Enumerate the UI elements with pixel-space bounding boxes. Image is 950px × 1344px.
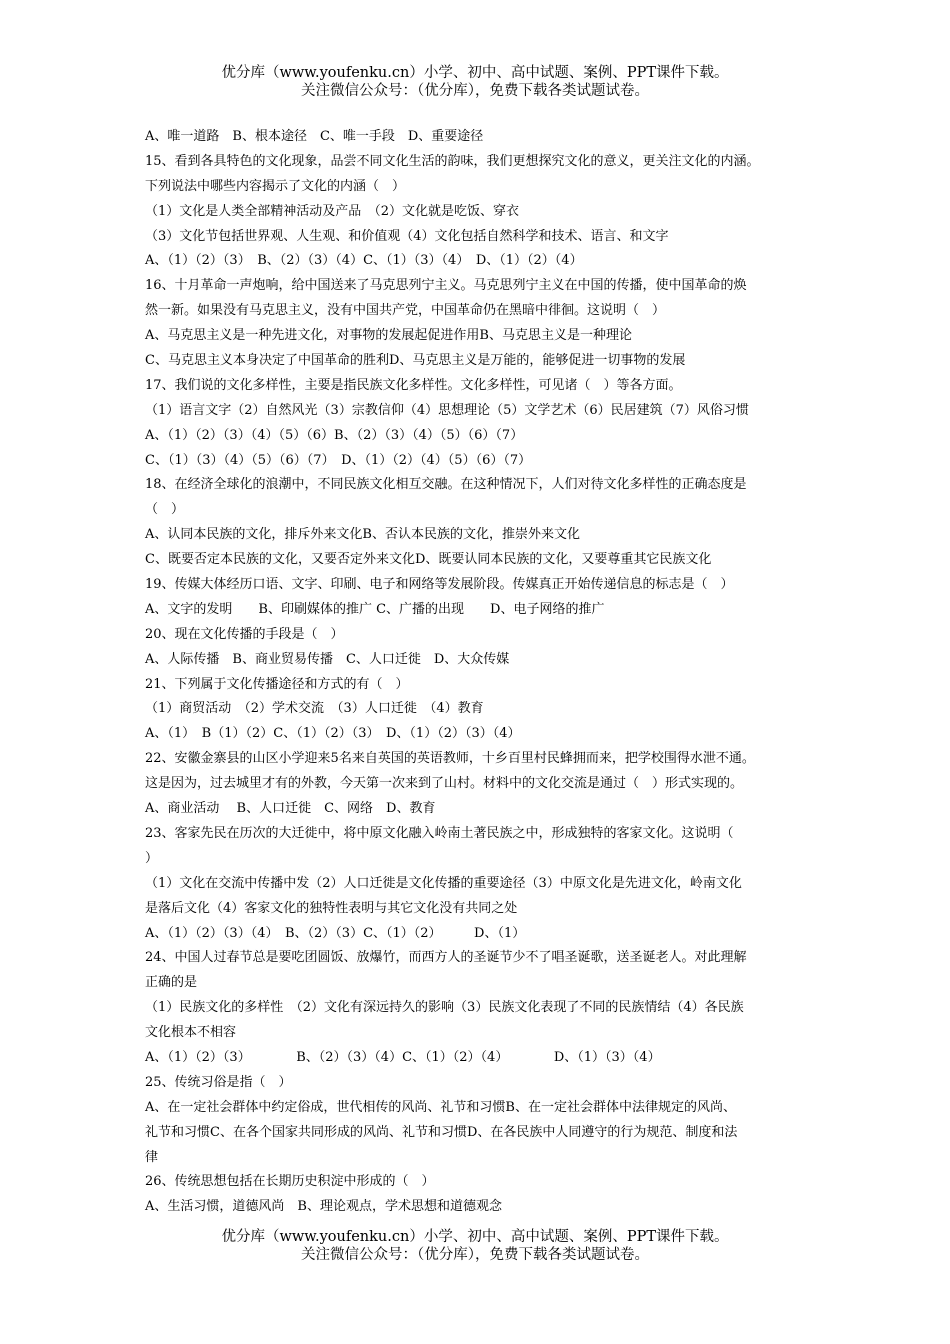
text-line: （ ） xyxy=(145,502,185,518)
header-line-2: 关注微信公众号：（优分库），免费下载各类试题试卷。 xyxy=(301,83,649,99)
text-line: 25、传统习俗是指（ ） xyxy=(145,1074,292,1090)
text-line: 20、现在文化传播的手段是（ ） xyxy=(145,626,344,642)
text-line: 24、中国人过春节总是要吃团圆饭、放爆竹，而西方人的圣诞节少不了唱圣诞歌，送圣诞老人。对此理解 xyxy=(145,950,747,966)
text-line: C、马克思主义本身决定了中国革命的胜利D、马克思主义是万能的，能够促进一切事物的发展 xyxy=(145,353,686,369)
text-line: C、既要否定本民族的文化，又要否定外来文化D、既要认同本民族的文化，又要尊重其它民族文化 xyxy=(145,552,712,568)
text-line: （1）商贸活动 （2）学术交流 （3）人口迁徙 （4）教育 xyxy=(145,701,484,717)
text-line: A、（1）（2）（3） B、（2）（3）（4）C、（1）（3）（4） D、（1）（2）（4） xyxy=(145,253,583,269)
text-line: 然一新。如果没有马克思主义，没有中国共产党，中国革命仍在黑暗中徘徊。这说明（ ） xyxy=(145,303,666,319)
text-line: 正确的是 xyxy=(145,975,198,991)
text-line: A、（1）（2）（3） B、（2）（3）（4）C、（1）（2）（4） D、（1）（3）（4） xyxy=(145,1049,661,1065)
text-line: 21、下列属于文化传播途径和方式的有（ ） xyxy=(145,676,409,692)
text-line: A、生活习惯，道德风尚 B、理论观点，学术思想和道德观念 xyxy=(145,1199,502,1215)
text-line: 是落后文化（4）客家文化的独特性表明与其它文化没有共同之处 xyxy=(145,900,518,916)
header-line-1: 优分库（www.youfenku.cn）小学、初中、高中试题、案例、PPT课件下载。 xyxy=(221,65,729,81)
text-line: A、唯一道路 B、根本途径 C、唯一手段 D、重要途径 xyxy=(145,129,484,144)
text-line: 律 xyxy=(145,1149,159,1165)
text-line: A、在一定社会群体中约定俗成，世代相传的风尚、礼节和习惯B、在一定社会群体中法律规定的风尚、 xyxy=(145,1099,736,1115)
page-header xyxy=(0,64,950,100)
text-line: （3）文化节包括世界观、人生观、和价值观（4）文化包括自然科学和技术、语言、和文字 xyxy=(145,228,669,244)
document-body xyxy=(145,125,810,1220)
text-line: 15、看到各具特色的文化现象，品尝不同文化生活的韵味，我们更想探究文化的意义，更关注文化的内涵。 xyxy=(145,153,760,169)
text-line: 23、客家先民在历次的大迁徙中，将中原文化融入岭南土著民族之中，形成独特的客家文化。这说明（ xyxy=(145,825,734,841)
text-line: A、文字的发明 B、印刷媒体的推广 C、广播的出现 D、电子网络的推广 xyxy=(145,601,605,617)
footer-line-2: 关注微信公众号：（优分库），免费下载各类试题试卷。 xyxy=(301,1247,649,1263)
text-line: 18、在经济全球化的浪潮中，不同民族文化相互交融。在这种情况下，人们对待文化多样性的正确态度是 xyxy=(145,477,747,493)
text-line: C、（1）（3）（4）（5）（6）（7） D、（1）（2）（4）（5）（6）（7） xyxy=(145,452,532,468)
text-line: ） xyxy=(145,850,159,866)
text-line: 礼节和习惯C、在各个国家共同形成的风尚、礼节和习惯D、在各民族中人同遵守的行为规范、制度和法 xyxy=(145,1124,738,1140)
text-line: 17、我们说的文化多样性，主要是指民族文化多样性。文化多样性，可见诸（ ）等各方面。 xyxy=(145,377,682,393)
text-line: 26、传统思想包括在长期历史积淀中形成的（ ） xyxy=(145,1174,435,1190)
text-line: 这是因为，过去城里才有的外教，今天第一次来到了山村。材料中的文化交流是通过（ ）形式实现的。 xyxy=(145,776,744,792)
text-line: A、（1）（2）（3）（4）（5）（6）B、（2）（3）（4）（5）（6）（7） xyxy=(145,427,524,443)
text-line: 19、传媒大体经历口语、文字、印刷、电子和网络等发展阶段。传媒真正开始传递信息的标志是（ ） xyxy=(145,577,734,593)
text-line: （1）民族文化的多样性 （2）文化有深远持久的影响（3）民族文化表现了不同的民族情结（4）各民族 xyxy=(145,1000,744,1016)
text-line: A、认同本民族的文化，排斥外来文化B、否认本民族的文化，推崇外来文化 xyxy=(145,527,580,543)
text-line: 22、安徽金寨县的山区小学迎来5名来自英国的英语教师，十乡百里村民蜂拥而来，把学校围得水泄不通。 xyxy=(145,751,755,767)
page-footer xyxy=(0,1228,950,1264)
text-line: A、（1） B（1）（2）C、（1）（2）（3） D、（1）（2）（3）（4） xyxy=(145,726,521,742)
text-line: （1）文化在交流中传播中发（2）人口迁徙是文化传播的重要途径（3）中原文化是先进文化，岭南文化 xyxy=(145,875,742,891)
text-line: （1）语言文字（2）自然风光（3）宗教信仰（4）思想理论（5）文学艺术（6）民居建筑（7）风俗习惯 xyxy=(145,402,749,418)
text-line: （1）文化是人类全部精神活动及产品 （2）文化就是吃饭、穿衣 xyxy=(145,203,520,219)
text-line: 16、十月革命一声炮响，给中国送来了马克思列宁主义。马克思列宁主义在中国的传播，使中国革命的焕 xyxy=(145,278,747,294)
text-line: 文化根本不相容 xyxy=(145,1025,237,1041)
text-line: A、（1）（2）（3）（4） B、（2）（3）C、（1）（2） D、（1） xyxy=(145,925,526,941)
text-line: A、马克思主义是一种先进文化，对事物的发展起促进作用B、马克思主义是一种理论 xyxy=(145,328,632,344)
text-line: 下列说法中哪些内容揭示了文化的内涵（ ） xyxy=(145,178,406,194)
text-line: A、人际传播 B、商业贸易传播 C、人口迁徙 D、大众传媒 xyxy=(145,651,510,667)
text-line: A、商业活动 B、人口迁徙 C、网络 D、教育 xyxy=(145,801,436,817)
footer-line-1: 优分库（www.youfenku.cn）小学、初中、高中试题、案例、PPT课件下载。 xyxy=(221,1229,729,1245)
